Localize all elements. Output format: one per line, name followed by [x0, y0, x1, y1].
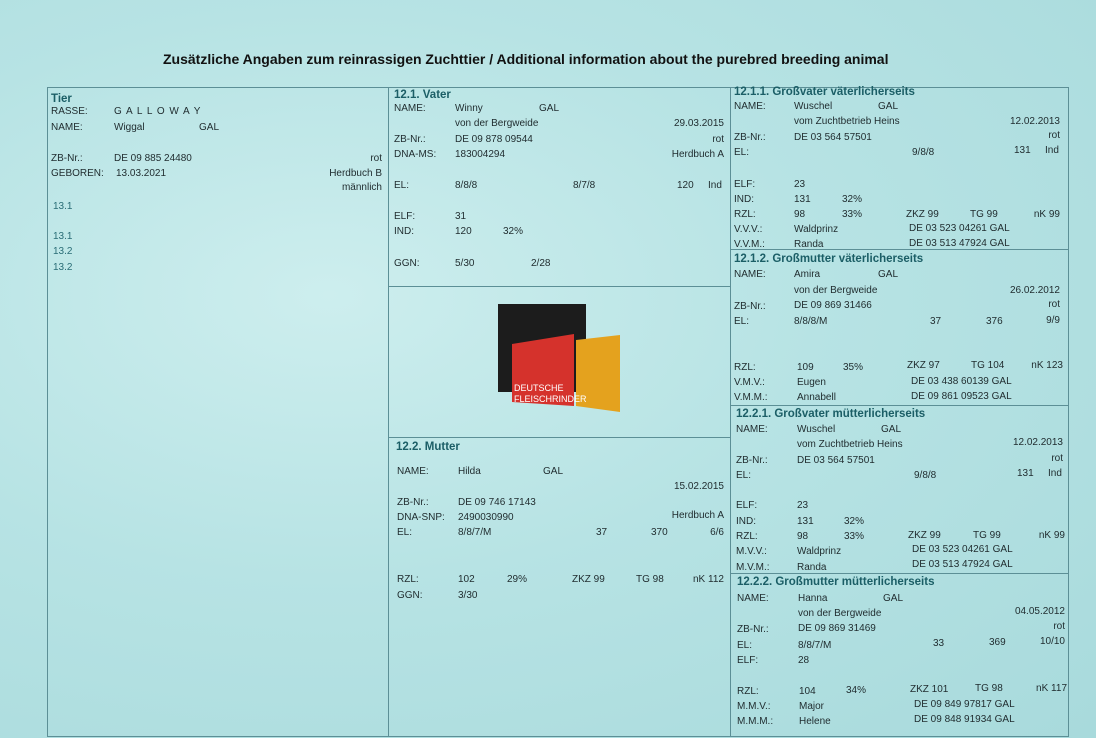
- mv-name: Major: [799, 701, 825, 712]
- ind-label: IND:: [734, 194, 754, 205]
- name-value: Wuschel: [794, 101, 833, 112]
- nk-value: nK 99: [1038, 530, 1065, 541]
- name-value: Hanna: [798, 593, 828, 604]
- nk-value: nK 112: [693, 574, 724, 585]
- name-suffix: GAL: [878, 269, 899, 280]
- color-value: rot: [1048, 299, 1060, 310]
- grid-line: [730, 87, 731, 737]
- name-label: NAME:: [736, 424, 768, 435]
- name-label: NAME:: [51, 122, 83, 133]
- rzl-value: 98: [797, 531, 809, 542]
- herkunft-value: von der Bergweide: [455, 118, 539, 129]
- el-value-2: 8/7/8: [573, 180, 596, 191]
- ind-pct: 32%: [842, 194, 863, 205]
- elf-value: 23: [794, 179, 806, 190]
- page-title: Zusätzliche Angaben zum reinrassigen Zuchttier / Additional information about the purebred breeding animal: [163, 51, 889, 67]
- ind-pct: 32%: [503, 226, 524, 237]
- el-value-2: 131: [1017, 468, 1034, 479]
- el-value-3: Ind: [1045, 145, 1059, 156]
- el-value-4: Ind: [708, 180, 722, 191]
- mv-zb: DE 03 438 60139 GAL: [911, 376, 1012, 387]
- date-value: 12.02.2013: [1012, 437, 1063, 448]
- date-value: 29.03.2015: [673, 118, 724, 129]
- nk-value: nK 117: [1036, 683, 1067, 694]
- color-value: rot: [1051, 453, 1063, 464]
- logo-text-2: FLEISCHRINDER: [514, 394, 587, 404]
- dna-label: DNA-SNP:: [397, 512, 445, 523]
- mm-label: M.M.M.:: [737, 716, 774, 727]
- dna-value: 183004294: [455, 149, 506, 160]
- mutter-heading: 12.2. Mutter: [396, 441, 460, 453]
- mv-label: V.M.V.:: [734, 377, 765, 388]
- el-value-2: 33: [933, 638, 945, 649]
- rzl-pct: 33%: [842, 209, 863, 220]
- zb-value: DE 09 885 24480: [114, 153, 192, 164]
- vm-zb: DE 03 513 47924 GAL: [909, 238, 1010, 249]
- vater-heading: 12.1. Vater: [394, 89, 451, 101]
- elf-label: ELF:: [736, 500, 758, 511]
- vm-label: V.V.M.:: [734, 239, 765, 250]
- rzl-label: RZL:: [737, 686, 759, 697]
- zkz-value: ZKZ 99: [906, 209, 939, 220]
- zkz-value: ZKZ 101: [910, 684, 949, 695]
- name-value: Winny: [455, 103, 483, 114]
- elf-value: 23: [797, 500, 809, 511]
- elf-label: ELF:: [734, 179, 756, 190]
- el-value: 9/8/8: [912, 147, 935, 158]
- grid-line: [47, 87, 48, 737]
- ind-value: 120: [455, 226, 472, 237]
- el-value-4: 10/10: [1039, 636, 1065, 647]
- rzl-pct: 33%: [844, 531, 865, 542]
- color-value: rot: [1053, 621, 1065, 632]
- el-value-3: Ind: [1048, 468, 1062, 479]
- grid-line: [1068, 87, 1069, 737]
- color-value: rot: [1048, 130, 1060, 141]
- el-value-3: 369: [989, 637, 1006, 648]
- zb-label: ZB-Nr.:: [734, 301, 766, 312]
- ind-value: 131: [797, 516, 814, 527]
- ind-pct: 32%: [844, 516, 865, 527]
- name-suffix: GAL: [881, 424, 902, 435]
- el-value-2: 37: [930, 316, 942, 327]
- vv-name: Waldprinz: [794, 224, 839, 235]
- name-label: NAME:: [397, 466, 429, 477]
- name-suffix: GAL: [878, 101, 899, 112]
- section-heading: 12.1.1. Großvater väterlicherseits: [734, 86, 915, 98]
- ggn-value: 5/30: [455, 258, 475, 269]
- el-label: EL:: [394, 180, 410, 191]
- elf-value: 28: [798, 655, 810, 666]
- vm-label: M.V.M.:: [736, 562, 770, 573]
- rzl-value: 109: [797, 362, 814, 373]
- herkunft-value: von der Bergweide: [794, 285, 878, 296]
- herkunft-value: vom Zuchtbetrieb Heins: [794, 116, 900, 127]
- ggn-label: GGN:: [397, 590, 423, 601]
- mv-label: M.M.V.:: [737, 701, 771, 712]
- mv-zb: DE 09 849 97817 GAL: [914, 699, 1015, 710]
- ref-label: 13.2: [53, 246, 73, 257]
- dna-value: 2490030990: [458, 512, 514, 523]
- sex-value: männlich: [341, 182, 382, 193]
- el-label: EL:: [397, 527, 413, 538]
- mm-label: V.M.M.:: [734, 392, 768, 403]
- el-label: EL:: [737, 640, 753, 651]
- elf-label: ELF:: [394, 211, 416, 222]
- elf-label: ELF:: [737, 655, 759, 666]
- vv-label: V.V.V.:: [734, 224, 763, 235]
- herkunft-value: von der Bergweide: [798, 608, 882, 619]
- grid-line: [388, 286, 730, 287]
- el-value-4: 6/6: [710, 527, 724, 538]
- zb-value: DE 03 564 57501: [794, 132, 872, 143]
- tg-value: TG 98: [636, 574, 664, 585]
- rzl-value: 104: [799, 686, 816, 697]
- name-label: NAME:: [734, 269, 766, 280]
- section-heading: 12.1.2. Großmutter väterlicherseits: [734, 253, 924, 265]
- color-value: rot: [370, 153, 382, 164]
- el-value-2: 131: [1014, 145, 1031, 156]
- rzl-value: 98: [794, 209, 806, 220]
- el-label: EL:: [734, 147, 750, 158]
- zb-value: DE 09 746 17143: [458, 497, 536, 508]
- name-value: Hilda: [458, 466, 481, 477]
- grid-line: [730, 249, 1068, 250]
- name-label: NAME:: [394, 103, 426, 114]
- zb-label: ZB-Nr.:: [737, 624, 769, 635]
- grid-line: [730, 573, 1068, 574]
- el-value-3: 120: [677, 180, 694, 191]
- el-value: 8/8/8/M: [794, 316, 828, 327]
- el-value-4: 9/9: [1046, 315, 1060, 326]
- date-value: 04.05.2012: [1014, 606, 1065, 617]
- name-value: Wiggal: [114, 122, 145, 133]
- mv-name: Eugen: [797, 377, 826, 388]
- date-value: 26.02.2012: [1009, 285, 1060, 296]
- el-value-3: 370: [651, 527, 668, 538]
- name-suffix: GAL: [543, 466, 564, 477]
- geboren-value: 13.03.2021: [116, 168, 167, 179]
- vv-zb: DE 03 523 04261 GAL: [909, 223, 1010, 234]
- vm-name: Randa: [797, 562, 827, 573]
- vv-label: M.V.V.:: [736, 546, 767, 557]
- zb-label: ZB-Nr.:: [734, 132, 766, 143]
- name-suffix: GAL: [883, 593, 904, 604]
- grid-line: [730, 405, 1068, 406]
- nk-value: nK 99: [1033, 209, 1060, 220]
- el-value-2: 37: [596, 527, 608, 538]
- ref-label: 13.1: [53, 201, 73, 212]
- dna-label: DNA-MS:: [394, 149, 437, 160]
- zb-label: ZB-Nr.:: [397, 497, 429, 508]
- ref-label: 13.1: [53, 231, 73, 242]
- rasse-value: G A L L O W A Y: [114, 106, 202, 117]
- zb-value: DE 09 869 31469: [798, 623, 876, 634]
- mm-name: Helene: [799, 716, 831, 727]
- herdbuch-value: Herdbuch B: [329, 168, 382, 179]
- vv-zb: DE 03 523 04261 GAL: [912, 544, 1013, 555]
- herdbuch-value: Herdbuch A: [671, 510, 724, 521]
- color-value: rot: [712, 134, 724, 145]
- name-value: Wuschel: [797, 424, 836, 435]
- zb-value: DE 09 869 31466: [794, 300, 872, 311]
- name-suffix: GAL: [539, 103, 560, 114]
- ind-label: IND:: [394, 226, 414, 237]
- tg-value: TG 99: [973, 530, 1001, 541]
- ggn-value: 3/30: [458, 590, 478, 601]
- zkz-value: ZKZ 99: [572, 574, 605, 585]
- el-value: 8/8/8: [455, 180, 478, 191]
- zb-value: DE 03 564 57501: [797, 455, 875, 466]
- herkunft-value: vom Zuchtbetrieb Heins: [797, 439, 903, 450]
- zb-value: DE 09 878 09544: [455, 134, 533, 145]
- el-value: 9/8/8: [914, 470, 937, 481]
- el-label: EL:: [734, 316, 750, 327]
- zb-label: ZB-Nr.:: [736, 455, 768, 466]
- vm-zb: DE 03 513 47924 GAL: [912, 559, 1013, 570]
- grid-line: [388, 437, 730, 438]
- zb-label: ZB-Nr.:: [51, 153, 83, 164]
- herdbuch-value: Herdbuch A: [671, 149, 724, 160]
- ref-label: 13.2: [53, 262, 73, 273]
- ind-value: 131: [794, 194, 811, 205]
- ind-label: IND:: [736, 516, 756, 527]
- ggn-label: GGN:: [394, 258, 420, 269]
- section-heading: 12.2.1. Großvater mütterlicherseits: [736, 408, 926, 420]
- rzl-pct: 34%: [846, 685, 867, 696]
- vv-name: Waldprinz: [797, 546, 842, 557]
- rzl-value: 102: [458, 574, 475, 585]
- rzl-pct: 35%: [843, 362, 864, 373]
- name-suffix: GAL: [199, 122, 220, 133]
- rzl-label: RZL:: [734, 362, 756, 373]
- mm-name: Annabell: [797, 392, 836, 403]
- zkz-value: ZKZ 99: [908, 530, 941, 541]
- mm-zb: DE 09 861 09523 GAL: [911, 391, 1012, 402]
- el-value: 8/8/7/M: [458, 527, 492, 538]
- geboren-label: GEBOREN:: [51, 168, 104, 179]
- elf-value: 31: [455, 211, 467, 222]
- tg-value: TG 98: [975, 683, 1003, 694]
- tg-value: TG 99: [970, 209, 998, 220]
- name-label: NAME:: [737, 593, 769, 604]
- rzl-pct: 29%: [507, 574, 528, 585]
- rzl-label: RZL:: [736, 531, 758, 542]
- name-value: Amira: [794, 269, 821, 280]
- rzl-label: RZL:: [734, 209, 756, 220]
- rzl-label: RZL:: [397, 574, 419, 585]
- grid-line: [47, 87, 1069, 88]
- date-value: 15.02.2015: [673, 481, 724, 492]
- grid-line: [388, 87, 389, 737]
- date-value: 12.02.2013: [1009, 116, 1060, 127]
- el-value-3: 376: [986, 316, 1003, 327]
- el-label: EL:: [736, 470, 752, 481]
- name-label: NAME:: [734, 101, 766, 112]
- el-value: 8/8/7/M: [798, 640, 832, 651]
- tg-value: TG 104: [971, 360, 1005, 371]
- tier-heading: Tier: [51, 93, 72, 105]
- mm-zb: DE 09 848 91934 GAL: [914, 714, 1015, 725]
- vm-name: Randa: [794, 239, 824, 250]
- zkz-value: ZKZ 97: [907, 360, 940, 371]
- rasse-label: RASSE:: [51, 106, 88, 117]
- grid-line: [47, 736, 1069, 737]
- zb-label: ZB-Nr.:: [394, 134, 426, 145]
- nk-value: nK 123: [1031, 360, 1063, 371]
- ggn-value-2: 2/28: [531, 258, 551, 269]
- section-heading: 12.2.2. Großmutter mütterlicherseits: [737, 576, 935, 588]
- logo-text-1: DEUTSCHE: [514, 383, 564, 393]
